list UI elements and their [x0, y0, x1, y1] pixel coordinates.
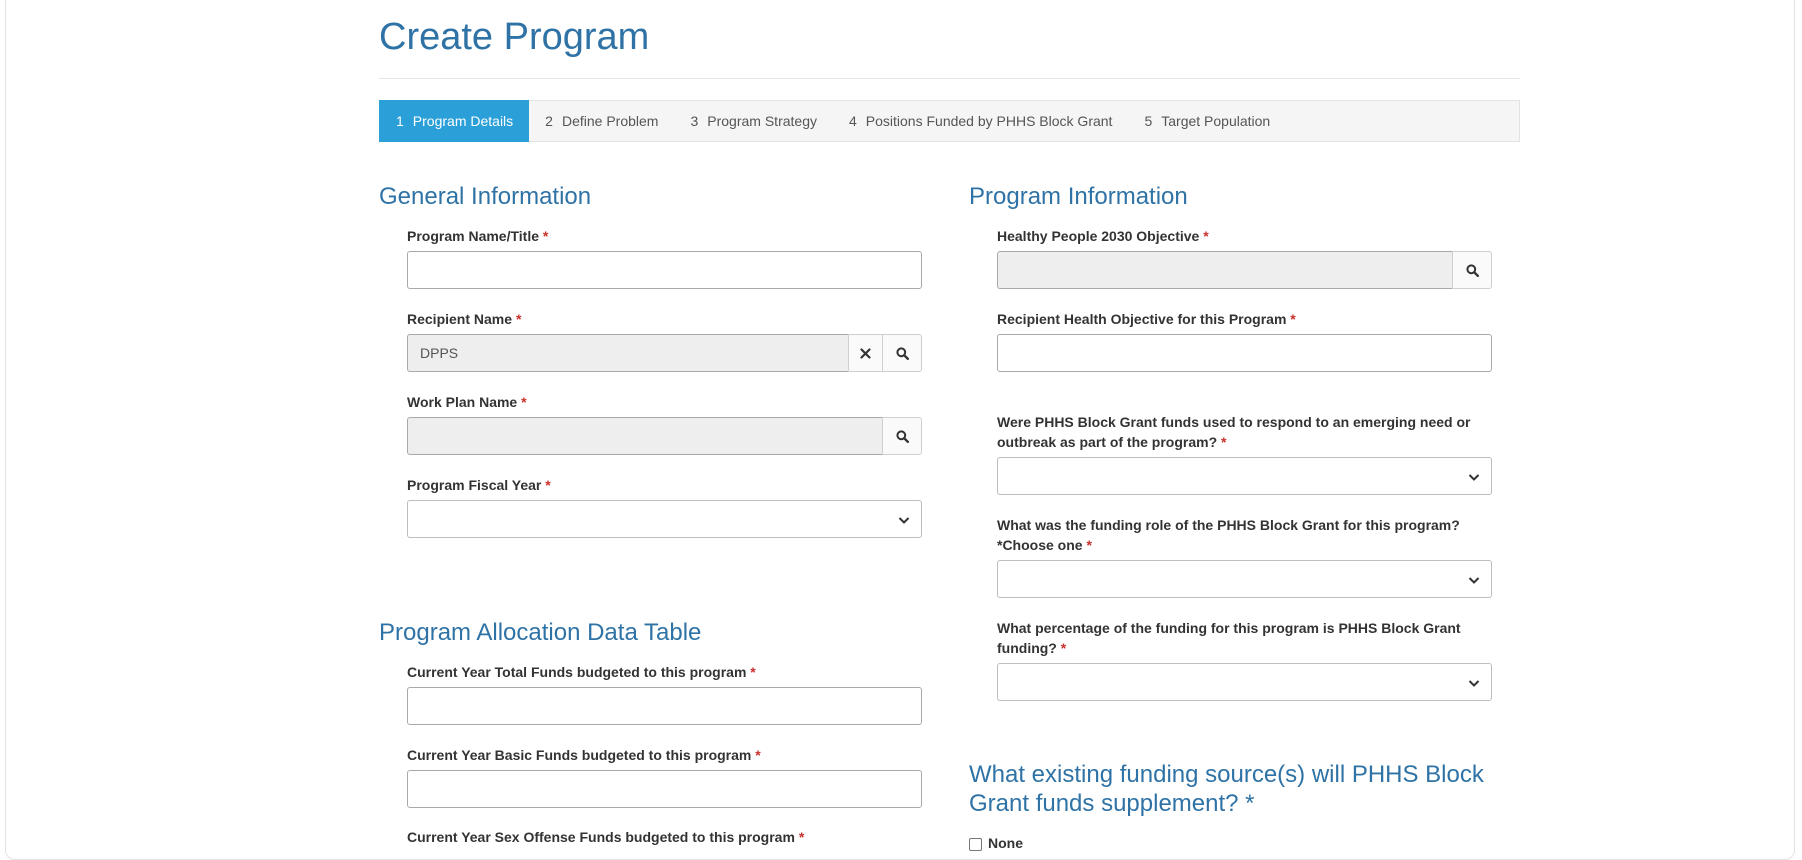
search-icon — [896, 347, 909, 360]
recipient-name-label: Recipient Name * — [407, 311, 522, 327]
sex-offense-funds-label: Current Year Sex Offense Funds budgeted to this program * — [407, 829, 805, 845]
wizard-steps — [379, 100, 1520, 142]
fiscal-year-label: Program Fiscal Year * — [407, 477, 551, 493]
wizard-step-program-details[interactable] — [379, 100, 529, 142]
work-plan-name-input[interactable] — [407, 417, 883, 455]
recipient-objective-input[interactable] — [997, 334, 1492, 372]
step-number: 3 — [690, 113, 699, 129]
search-recipient-button[interactable] — [882, 334, 922, 372]
wizard-step-program-strategy[interactable] — [674, 101, 833, 141]
wizard-step-define-problem[interactable] — [529, 101, 674, 141]
title-divider — [379, 78, 1520, 79]
healthy-people-label: Healthy People 2030 Objective * — [997, 228, 1209, 244]
funding-percentage-label: What percentage of the funding for this program is PHHS Block Grant funding? * — [997, 620, 1461, 656]
basic-funds-label: Current Year Basic Funds budgeted to this program * — [407, 747, 761, 763]
step-number: 4 — [848, 113, 857, 129]
fiscal-year-select[interactable] — [407, 500, 922, 538]
funding-source-none-checkbox[interactable] — [969, 838, 982, 851]
step-label: Target Population — [1161, 113, 1271, 129]
clear-recipient-button[interactable] — [848, 334, 883, 372]
step-label: Define Problem — [561, 113, 659, 129]
healthy-people-input[interactable] — [997, 251, 1453, 289]
chevron-down-icon — [1467, 470, 1481, 484]
funding-role-label: What was the funding role of the PHHS Block Grant for this program? *Choose one * — [997, 517, 1460, 553]
program-name-input[interactable] — [407, 251, 922, 289]
page-title: Create Program — [379, 16, 650, 58]
emerging-need-select[interactable] — [997, 457, 1492, 495]
step-number: 1 — [396, 113, 404, 129]
emerging-need-label: Were PHHS Block Grant funds used to respond to an emerging need or outbreak as part of the program? * — [997, 414, 1471, 450]
program-information-heading: Program Information — [969, 183, 1188, 210]
recipient-objective-label: Recipient Health Objective for this Program * — [997, 311, 1296, 327]
funding-source-none-label: None — [988, 835, 1023, 851]
allocation-heading: Program Allocation Data Table — [379, 619, 702, 646]
search-icon — [1466, 264, 1479, 277]
funding-percentage-select[interactable] — [997, 663, 1492, 701]
step-label: Positions Funded by PHHS Block Grant — [865, 113, 1113, 129]
general-information-heading: General Information — [379, 183, 592, 210]
chevron-down-icon — [1467, 573, 1481, 587]
wizard-step-positions-funded[interactable] — [833, 101, 1128, 141]
chevron-down-icon — [897, 513, 911, 527]
funding-role-select[interactable] — [997, 560, 1492, 598]
chevron-down-icon — [1467, 676, 1481, 690]
basic-funds-input[interactable] — [407, 770, 922, 808]
program-name-label: Program Name/Title * — [407, 228, 549, 244]
total-funds-label: Current Year Total Funds budgeted to this program * — [407, 664, 756, 680]
step-label: Program Strategy — [707, 113, 817, 129]
recipient-name-input[interactable] — [407, 334, 849, 372]
wizard-step-target-population[interactable] — [1128, 101, 1286, 141]
close-icon — [860, 348, 871, 359]
work-plan-name-label: Work Plan Name * — [407, 394, 527, 410]
search-work-plan-button[interactable] — [882, 417, 922, 455]
search-healthy-people-button[interactable] — [1452, 251, 1492, 289]
step-number: 5 — [1144, 113, 1153, 129]
total-funds-input[interactable] — [407, 687, 922, 725]
funding-source-heading: What existing funding source(s) will PHHS Block Grant funds supplement? * — [969, 761, 1484, 817]
search-icon — [896, 430, 909, 443]
step-number: 2 — [545, 113, 553, 129]
step-label: Program Details — [412, 113, 514, 129]
